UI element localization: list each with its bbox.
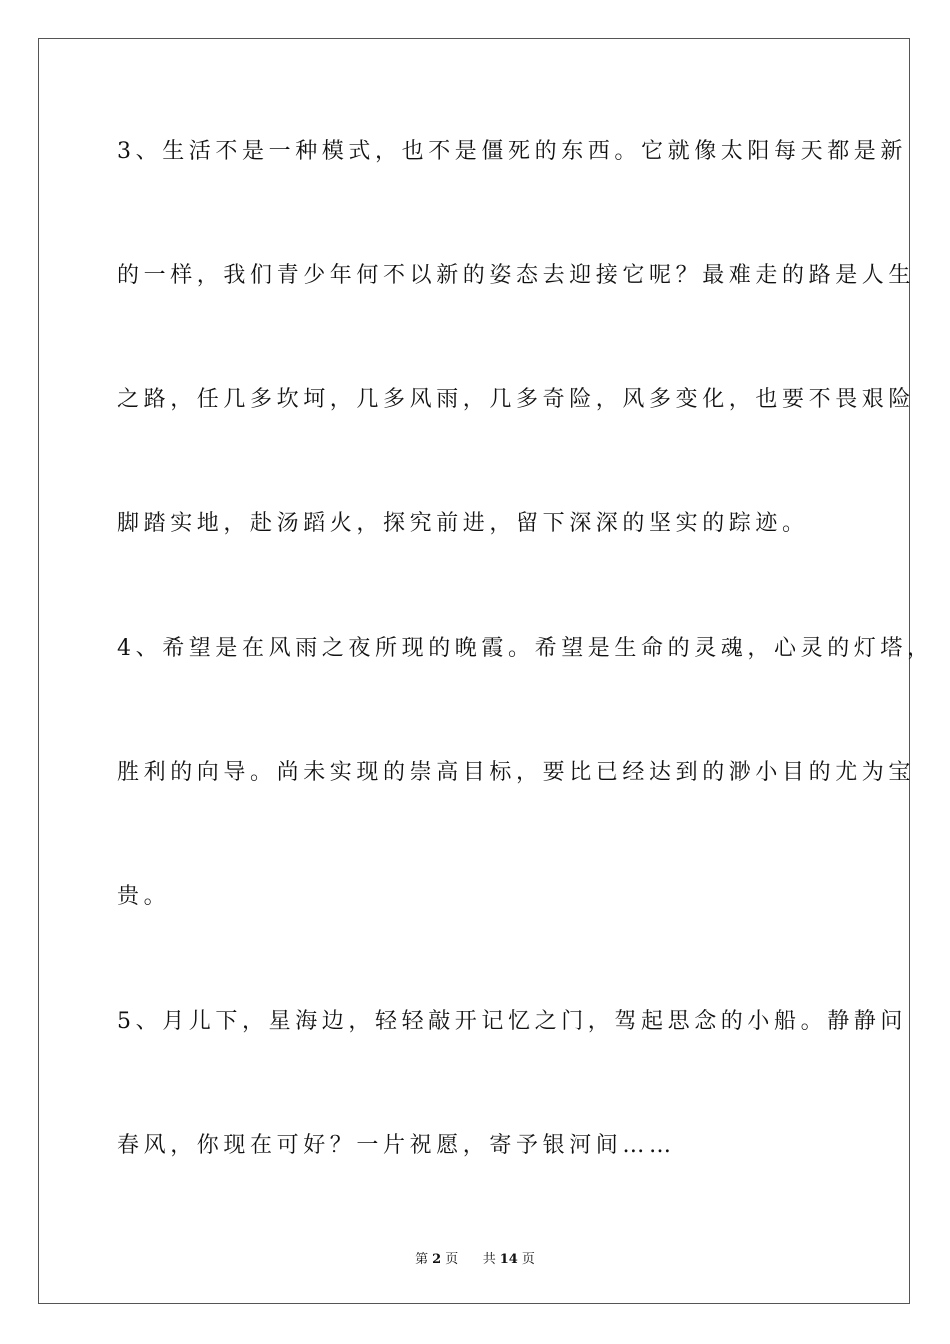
text-line: 脚踏实地，赴汤蹈火，探究前进，留下深深的坚实的踪迹。 [117,511,809,536]
text-line: 5、月儿下，星海边，轻轻敲开记忆之门，驾起思念的小船。静静问 [117,1009,907,1034]
page-frame [38,38,910,1304]
text-line: 胜利的向导。尚未实现的崇高目标，要比已经达到的渺小目的尤为宝 [117,760,916,785]
total-page-count: 14 [499,1252,518,1267]
page-indicator: 第 2 页 [415,1252,459,1267]
total-pages-indicator: 共 14 页 [482,1252,535,1267]
text-line: 之路，任几多坎坷，几多风雨，几多奇险，风多变化，也要不畏艰险 [117,387,916,412]
current-page-number: 2 [432,1252,442,1267]
page-footer [0,1248,950,1267]
text-line: 的一样，我们青少年何不以新的姿态去迎接它呢？最难走的路是人生 [117,263,916,288]
text-line: 贵。 [117,884,171,909]
text-line: 3、生活不是一种模式，也不是僵死的东西。它就像太阳每天都是新 [117,139,907,164]
text-line: 春风，你现在可好？一片祝愿，寄予银河间…… [117,1133,676,1158]
text-line: 4、希望是在风雨之夜所现的晚霞。希望是生命的灵魂，心灵的灯塔， [117,636,934,661]
